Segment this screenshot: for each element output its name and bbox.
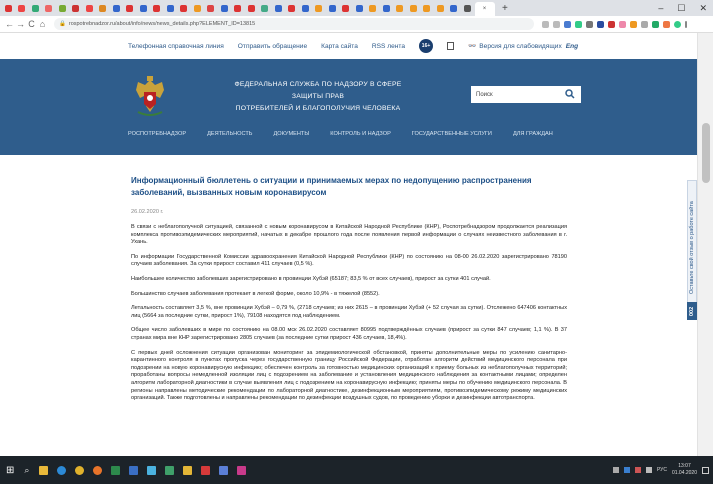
browser-tab[interactable] (340, 2, 352, 14)
close-window-button[interactable]: ✕ (699, 2, 707, 13)
extension-icon[interactable] (663, 21, 670, 28)
browser-tab[interactable] (259, 2, 271, 14)
lock-icon: 🔒 (59, 21, 66, 27)
browser-tab[interactable] (272, 2, 284, 14)
home-icon[interactable]: ⌂ (39, 19, 46, 29)
minimize-button[interactable]: – (658, 3, 664, 13)
browser-tab[interactable] (124, 2, 136, 14)
browser-tab[interactable] (83, 2, 95, 14)
article-paragraph: Общее число заболевших в мире по состоянию на 08.00 мск 26.02.2020 составляет 80995 подтверждённых случаев (прирост за сутки 847 случаев; 1,1 %). В 37 странах мира вне КНР зарегистрировано 2805 случаев (за последние сутки прирост 436 случаев, 18,4%). (131, 327, 567, 341)
article-paragraph: Летальность составляет 3,5 %, вне провинции Хубэй – 0,79 %, (2718 случаев; из них 2615 – в провинции Хубэй (+ 52 случая за сутки). Отслежено 647406 контактных лиц (5664 за последние сутки, прирост 1%), 79108 находятся под наблюдением. (131, 305, 567, 319)
browser-tab[interactable] (326, 2, 338, 14)
chrome-icon[interactable] (75, 466, 84, 475)
rss-link[interactable]: RSS лента (371, 42, 406, 50)
battery-icon[interactable] (646, 467, 652, 473)
browser-tab[interactable] (205, 2, 217, 14)
profile-avatar[interactable] (674, 21, 681, 28)
browser-tab[interactable] (218, 2, 230, 14)
article-paragraph: С первых дней осложнения ситуации организован мониторинг за эпидемиологической обстановкой, приняты дополнительные меры по усилению санитарно-карантинного контроля в пунктах пропуска через государственную границу Российской Федерации, отработан алгоритм действий медицинского персонала при подозрении на новую коронавирусную инфекцию; обеспечен контроль за готовностью медицинских организаций к приему больных из неблагополучных территорий; проработаны вопросы немедленной изоляции лиц с подозрением на заболевание и установления медицинского наблюдения за контактными лицами; определен алгоритм лабораторной диагностики в случае выявления лиц с подозрением на коронавирусную инфекцию; приняты меры по обучению медицинского персонала. В регионы направлены методические рекомендации по лабораторной диагностике, дезинфекционным мероприятиям, противоэпидемическому режиму медицинских организаций. Также подготовлены и направлены рекомендации по дезинфекции воздушных судов, по проведению уборки и дезинфекции автотранспорта. (131, 349, 567, 402)
star-icon[interactable] (553, 21, 560, 28)
article-title: Информационный бюллетень о ситуации и принимаемых мерах по недопущению распространения заболеваний, вызванных новым коронавирусом (131, 176, 532, 197)
new-tab-button[interactable]: + (502, 2, 508, 14)
article-paragraph: Большинство случаев заболевания протекает в легкой форме, около 10,9% - в тяжелой (8552). (131, 290, 380, 297)
nav-item-activity[interactable]: ДЕЯТЕЛЬНОСТЬ (207, 131, 253, 137)
browser-tab[interactable] (178, 2, 190, 14)
nav-item-documents[interactable]: ДОКУМЕНТЫ (273, 131, 310, 137)
extension-icon[interactable] (641, 21, 648, 28)
browser-tab[interactable] (137, 2, 149, 14)
agency-title-line1: ФЕДЕРАЛЬНАЯ СЛУЖБА ПО НАДЗОРУ В СФЕРЕ ЗАЩИТЫ ПРАВ (234, 81, 402, 100)
article-date: 26.02.2020 г. (131, 209, 164, 215)
browser-tab[interactable] (97, 2, 109, 14)
extension-icon[interactable] (630, 21, 637, 28)
article-paragraph: В связи с неблагополучной ситуацией, связанной с новым коронавирусом в Китайской Народной Республике (КНР), Роспотребнадзором продолжается реализация комплекса противоэпидемических мероприятий, начатых в декабре прошлого года после появления первой информации о случаях неизвестного заболевания в г. Ухань. (131, 224, 567, 246)
browser-tab[interactable] (394, 2, 406, 14)
browser-tab[interactable] (313, 2, 325, 14)
browser-tab[interactable] (151, 2, 163, 14)
browser-tab[interactable] (56, 2, 68, 14)
url-input[interactable] (54, 18, 534, 30)
clock-time: 13:07 (678, 463, 691, 469)
page-scrollbar[interactable] (697, 33, 713, 456)
article-paragraph: Наибольшее количество заболевших зарегистрировано в провинции Хубэй (65187; 83,5 % от всех случаев), прирост за сутки 401 случай. (131, 275, 491, 282)
browser-tab[interactable] (70, 2, 82, 14)
search-input[interactable] (471, 86, 581, 103)
age-rating-badge: 16+ (419, 39, 433, 53)
extension-icon[interactable] (564, 21, 571, 28)
browser-tab-active[interactable] (475, 2, 495, 16)
browser-tab[interactable] (461, 2, 473, 14)
glasses-icon: 👓 (468, 43, 477, 50)
firefox-icon[interactable] (93, 466, 102, 475)
browser-tab[interactable] (448, 2, 460, 14)
extension-icon[interactable] (575, 21, 582, 28)
browser-tab[interactable] (2, 2, 14, 14)
search-icon[interactable] (565, 89, 575, 99)
tab-close-icon[interactable]: × (482, 6, 487, 12)
browser-tab[interactable] (380, 2, 392, 14)
file-explorer-icon[interactable] (39, 466, 48, 475)
vision-impaired-label: Версия для слабовидящих (479, 42, 562, 50)
browser-tab[interactable] (232, 2, 244, 14)
app-icon[interactable] (129, 466, 138, 475)
menu-icon[interactable] (685, 21, 687, 28)
extension-icon[interactable] (597, 21, 604, 28)
nav-item-rospotrebnadzor[interactable]: РОСПОТРЕБНАДЗОР (128, 131, 187, 137)
browser-tab[interactable] (299, 2, 311, 14)
nav-item-citizens[interactable]: ДЛЯ ГРАЖДАН (512, 131, 553, 137)
browser-tab[interactable] (421, 2, 433, 14)
browser-tab[interactable] (407, 2, 419, 14)
reload-icon[interactable]: C (28, 19, 35, 29)
maximize-button[interactable]: ☐ (677, 2, 686, 13)
browser-tab[interactable] (191, 2, 203, 14)
feedback-counter[interactable]: 002 (687, 302, 697, 320)
extension-icon[interactable] (619, 21, 626, 28)
site-header (0, 59, 697, 155)
start-icon[interactable]: ⊞ (6, 464, 15, 476)
address-bar-row (0, 16, 713, 33)
forward-icon[interactable]: → (16, 19, 25, 29)
extension-icons (542, 21, 687, 28)
search-placeholder: Поиск (476, 91, 493, 98)
app-icon[interactable] (111, 466, 120, 475)
browser-tab[interactable] (164, 2, 176, 14)
browser-tab[interactable] (367, 2, 379, 14)
edge-icon[interactable] (57, 466, 66, 475)
clock-date: 01.04.2020 (671, 470, 697, 476)
system-tray (613, 456, 709, 484)
browser-tab[interactable] (110, 2, 122, 14)
agency-title (218, 79, 418, 115)
app-icon[interactable] (183, 466, 192, 475)
network-icon[interactable] (624, 467, 630, 473)
nav-item-services[interactable]: ГОСУДАРСТВЕННЫЕ УСЛУГИ (411, 131, 492, 137)
language-indicator[interactable]: РУС (656, 467, 667, 473)
send-appeal-link[interactable]: Отправить обращение (237, 42, 308, 50)
english-link[interactable]: Eng (565, 42, 579, 50)
article (131, 175, 567, 403)
nav-item-control[interactable]: КОНТРОЛЬ И НАДЗОР (330, 131, 391, 137)
browser-tab[interactable] (353, 2, 365, 14)
agency-title-line2: ПОТРЕБИТЕЛЕЙ И БЛАГОПОЛУЧИЯ ЧЕЛОВЕКА (235, 105, 401, 112)
feedback-side-tab[interactable]: Оставьте свой отзыв о работе сайта (687, 180, 697, 315)
extension-icon[interactable] (608, 21, 615, 28)
search-icon[interactable]: ⌕ (24, 464, 30, 475)
zoom-icon[interactable] (542, 21, 549, 28)
app-icon[interactable] (165, 466, 174, 475)
browser-tab[interactable] (286, 2, 298, 14)
browser-tab[interactable] (29, 2, 41, 14)
volume-icon[interactable] (635, 467, 641, 473)
phone-line-link[interactable]: Телефонная справочная линия (128, 42, 224, 50)
back-icon[interactable]: ← (5, 19, 14, 29)
browser-tab[interactable] (16, 2, 28, 14)
coat-of-arms-logo[interactable] (130, 76, 170, 118)
notifications-icon[interactable] (702, 467, 709, 474)
app-icon[interactable] (201, 466, 210, 475)
extension-icon[interactable] (586, 21, 593, 28)
clock[interactable] (672, 463, 697, 477)
scrollbar-thumb[interactable] (702, 123, 710, 183)
url-text: rospotrebnadzor.ru/about/info/news/news_details.php?ELEMENT_ID=13815 (68, 21, 256, 27)
app-icon[interactable] (237, 466, 246, 475)
document-icon[interactable] (447, 42, 454, 50)
article-paragraph: По информации Государственной Комиссии здравоохранения Китайской Народной Республики (КНР) по состоянию на 08-00 26.02.2020 зарегистрировано 78190 случаев заболевания. За сутки прирост составил 411 случаев (0,5 %). (131, 253, 567, 268)
browser-tab[interactable] (434, 2, 446, 14)
extension-icon[interactable] (652, 21, 659, 28)
tray-icon[interactable] (613, 467, 619, 473)
window-controls (658, 0, 713, 16)
browser-tab-strip (0, 0, 713, 16)
site-utility-bar (0, 33, 697, 59)
sitemap-link[interactable]: Карта сайта (321, 42, 358, 50)
app-icon[interactable] (219, 466, 228, 475)
browser-tab[interactable] (245, 2, 257, 14)
browser-tab[interactable] (43, 2, 55, 14)
app-icon[interactable] (147, 466, 156, 475)
windows-taskbar (0, 456, 713, 484)
vision-impaired-link[interactable] (468, 42, 562, 50)
main-navigation (0, 131, 697, 137)
